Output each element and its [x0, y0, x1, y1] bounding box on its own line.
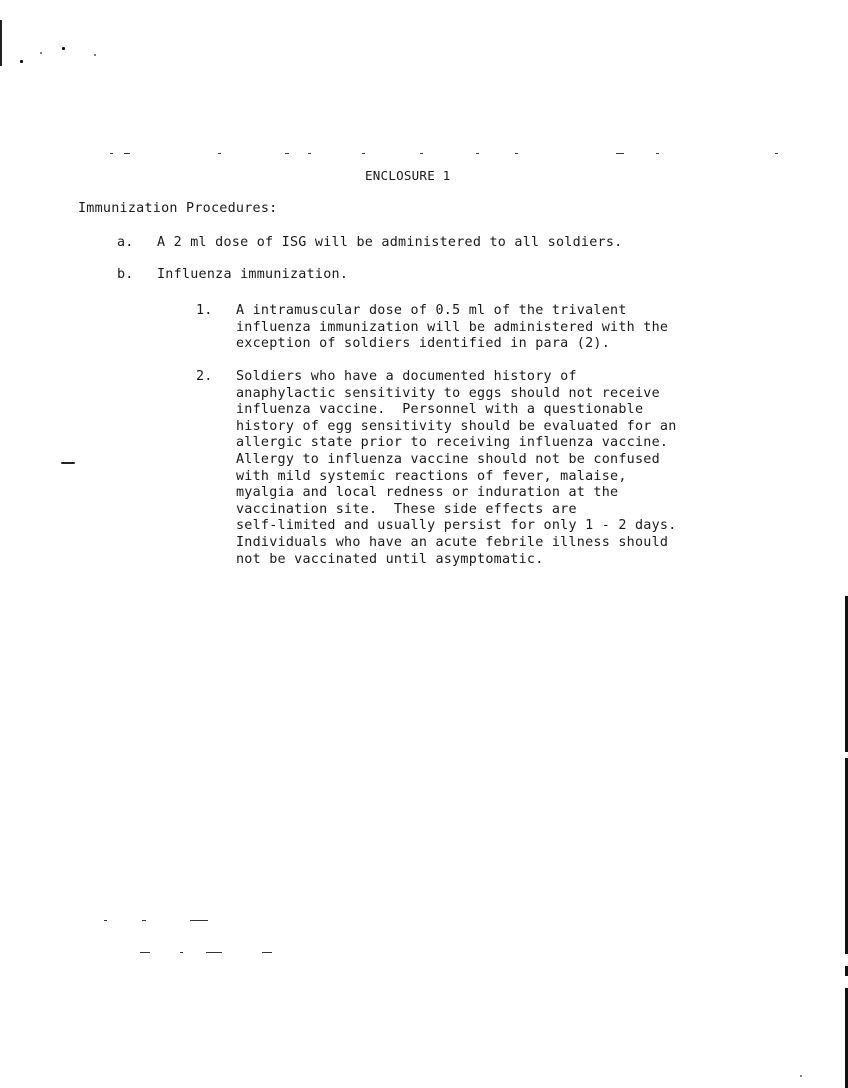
scan-dot	[515, 153, 518, 154]
scan-speck	[800, 1075, 802, 1077]
scan-dot	[616, 153, 624, 154]
enclosure-heading: ENCLOSURE 1	[365, 168, 451, 183]
scan-dot	[142, 920, 146, 921]
scan-speck	[61, 462, 75, 464]
scan-dot	[362, 153, 365, 154]
scan-dot	[124, 153, 130, 154]
scan-dot	[775, 153, 778, 154]
scan-dot	[218, 153, 221, 154]
scan-dot	[190, 920, 208, 921]
subitem-2-text: Soldiers who have a documented history of anaphylactic sensitivity to eggs should not receive influenza vaccine. Personnel with a questionable history of egg sensitivity should be evaluated for an allergic state prior to receiving influenza vaccine. Allergy to influenza vaccine should not be confused with mild systemic reactions of fever, malaise, myalgia and local redness or induration at the vaccination site. These side effects are self-limited and usually persist for only 1 - 2 days. Individuals who have an acute febrile illness should not be vaccinated until asymptomatic.	[236, 369, 677, 567]
scan-speck	[40, 52, 42, 54]
scan-dot	[476, 153, 479, 154]
scan-speck	[94, 54, 96, 56]
scan-dot	[206, 952, 222, 953]
item-a-marker: a.	[117, 235, 134, 250]
scan-dot	[110, 153, 113, 154]
scan-dot	[140, 952, 150, 953]
subitem-1-marker: 1.	[196, 303, 213, 318]
scan-speck	[62, 47, 65, 50]
scan-speck	[20, 60, 23, 63]
subitem-2-marker: 2.	[196, 369, 213, 384]
item-b-text: Influenza immunization.	[157, 267, 349, 282]
scan-edge-left	[0, 20, 2, 66]
scan-dot	[104, 920, 107, 921]
subitem-1-text: A intramuscular dose of 0.5 ml of the trivalent influenza immunization will be administered with the exception of soldiers identified in para (2).	[236, 303, 669, 352]
section-title: Immunization Procedures:	[78, 201, 278, 216]
scan-dot	[656, 153, 659, 154]
item-b-marker: b.	[117, 267, 134, 282]
scan-dot	[180, 952, 183, 953]
scan-dot	[308, 153, 311, 154]
item-a-text: A 2 ml dose of ISG will be administered to all soldiers.	[157, 235, 623, 250]
scan-dot	[420, 153, 423, 154]
scan-dot	[285, 153, 289, 154]
scan-dot	[262, 952, 272, 953]
